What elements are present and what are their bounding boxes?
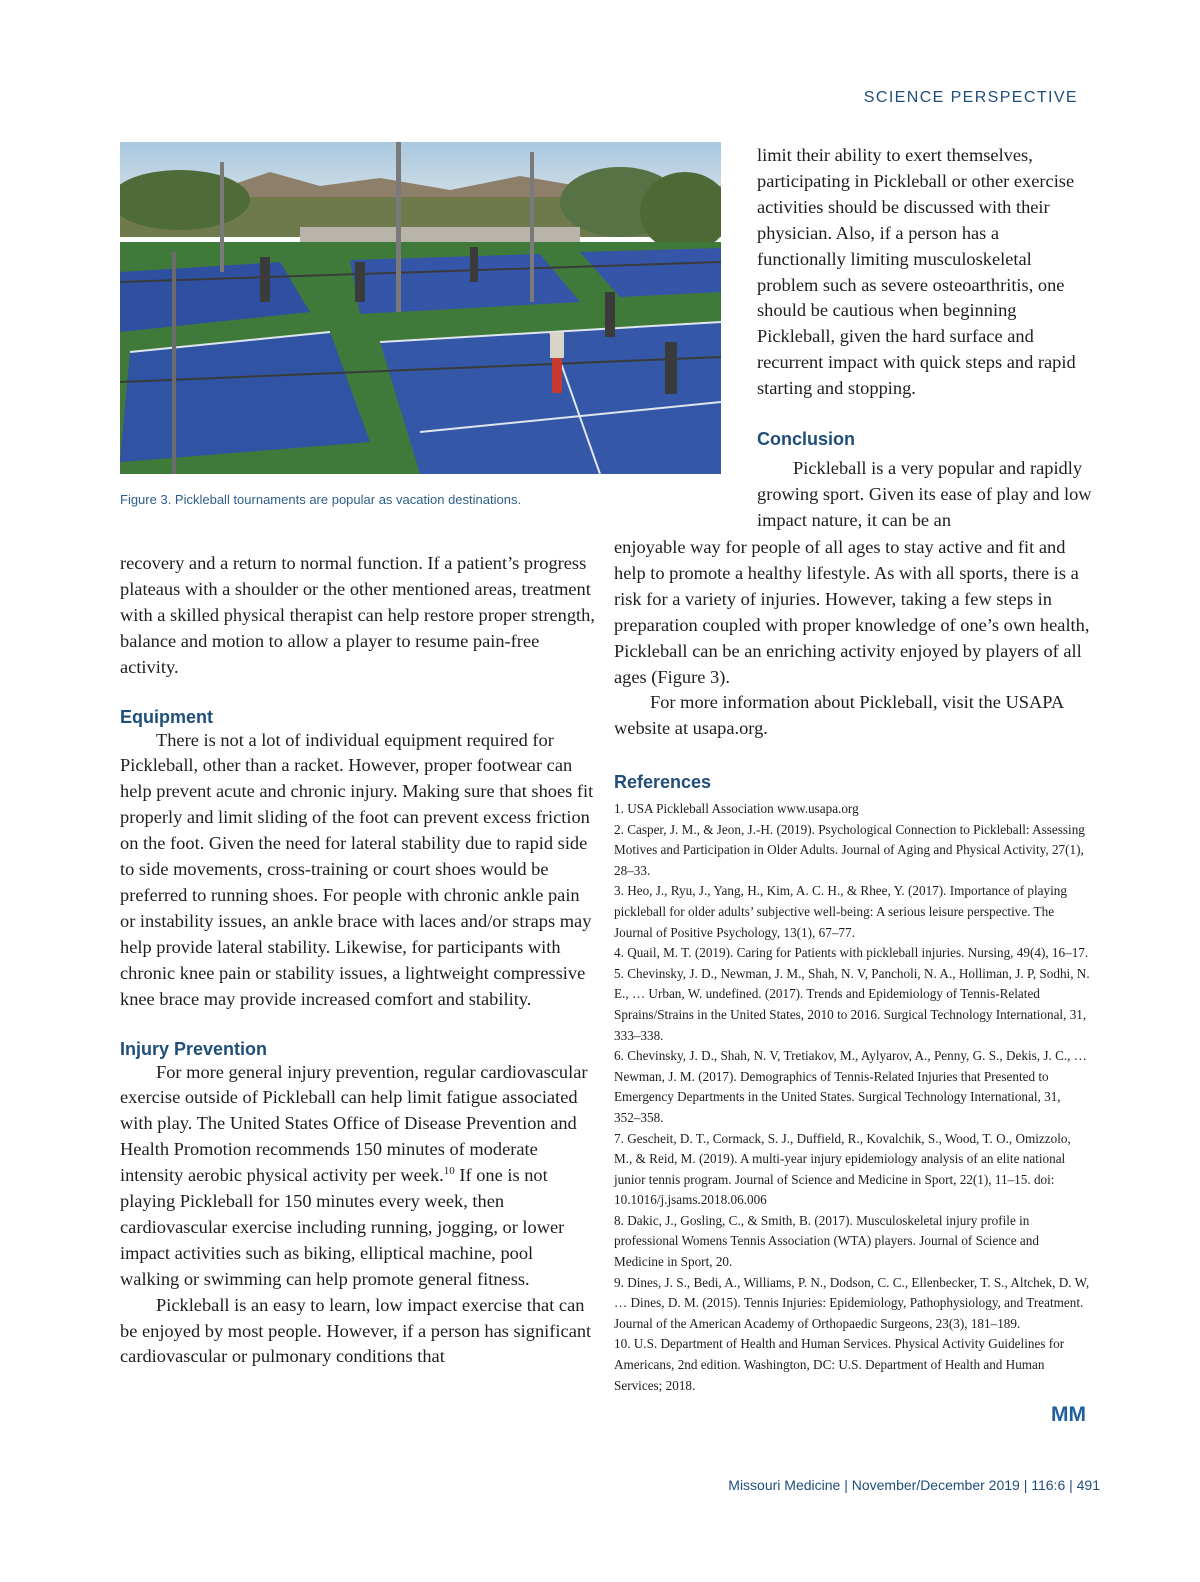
- injury-paragraph-start: For more general injury prevention, regular cardiovascular exercise outside of Pickleball can help limit fatigue associated with play. The United States Office of Disease Prevention and Health Promotion recommends 150 minutes of moderate intensity aerobic physical activity per week.: [120, 1061, 588, 1186]
- conclusion-heading: Conclusion: [757, 429, 855, 449]
- reference-item: 4. Quail, M. T. (2019). Caring for Patients with pickleball injuries. Nursing, 49(4), 16–17.: [614, 945, 1089, 961]
- references-heading: References: [614, 772, 712, 792]
- conclusion-continued: [614, 535, 1092, 742]
- citation-superscript: 10: [443, 1165, 455, 1177]
- easy-to-learn-paragraph: Pickleball is an easy to learn, low impact exercise that can be enjoyed by most people. However, if a person has significant cardiovascular or pulmonary conditions that: [120, 1294, 592, 1367]
- reference-item: 8. Dakic, J., Gosling, C., & Smith, B. (2017). Musculoskeletal injury profile in professional Womens Tennis Association (WTA) players. Journal of Science and Medicine in Sport, 20.: [614, 1212, 1039, 1270]
- reference-item: 5. Chevinsky, J. D., Newman, J. M., Shah, N. V, Pancholi, N. A., Holliman, J. P, Sodhi, N. E., … Urban, W. undefined. (2017). Trends and Epidemiology of Tennis-Related Sprains/Strains in the United States, 2010 to 2016. Surgical Technology International, 31, 333–338.: [614, 965, 1090, 1043]
- equipment-paragraph: There is not a lot of individual equipment required for Pickleball, other than a racket. However, proper footwear can help prevent acute and chronic injury. Making sure that shoes fit properly and limit sliding of the foot can prevent excess friction on the foot. Given the need for lateral stability due to rapid side to side movements, cross-training or court shoes would be preferred to running shoes. For people with chronic ankle pain or instability issues, an ankle brace with laces and/or straps may help provide lateral stability. Likewise, for participants with chronic knee pain or stability issues, a lightweight compressive knee brace may provide increased comfort and stability.: [120, 729, 594, 1009]
- reference-item: 9. Dines, J. S., Bedi, A., Williams, P. N., Dodson, C. C., Ellenbecker, T. S., Altchek, D. W, … Dines, D. M. (2015). Tennis Injuries: Epidemiology, Pathophysiology, and Treatment. Journal of the American Academy of Orthopaedic Surgeons, 23(3), 181–189.: [614, 1274, 1090, 1331]
- missouri-medicine-logo: MM: [1051, 1403, 1086, 1426]
- figure-caption: Figure 3. Pickleball tournaments are popular as vacation destinations.: [120, 492, 522, 507]
- injury-paragraph-end: If one is not playing Pickleball for 150 minutes every week, then cardiovascular exercise including running, jogging, or lower impact activities such as biking, elliptical machine, pool walking or swimming can help promote general fitness.: [120, 1165, 565, 1289]
- injury-prevention-paragraph: [120, 1060, 595, 1293]
- section-label: SCIENCE PERSPECTIVE: [863, 89, 1078, 106]
- conclusion-paragraph-rest: enjoyable way for people of all ages to stay active and fit and help to promote a healthy lifestyle. As with all sports, there is a risk for a variety of injuries. However, taking a few steps in preparation coupled with proper knowledge of one’s own health, Pickleball can be an enriching activity enjoyed by players of all ages (Figure 3).: [614, 537, 1090, 687]
- injury-prevention-heading: Injury Prevention: [120, 1038, 268, 1059]
- conclusion-float-text: [757, 456, 1092, 534]
- reference-item: 1. USA Pickleball Association www.usapa.org: [614, 801, 859, 816]
- reference-item: 7. Gescheit, D. T., Cormack, S. J., Duffield, R., Kovalchik, S., Wood, T. O., Omizzolo, M., & Reid, M. (2019). A multi-year injury epidemiology analysis of an elite national junior tennis program. Journal of Science and Medicine in Sport, 22(1), 11–15. doi: 10.1016/j.jsams.2018.06.006: [614, 1130, 1071, 1208]
- left-column: [120, 551, 595, 1370]
- reference-item: 3. Heo, J., Ryu, J., Yang, H., Kim, A. C. H., & Rhee, Y. (2017). Importance of playing pickleball for older adults’ subjective well-being: A serious leisure perspective. The Journal of Positive Psychology, 13(1), 67–77.: [614, 883, 1067, 940]
- more-info-paragraph: For more information about Pickleball, visit the USAPA website at usapa.org.: [614, 692, 1064, 739]
- reference-item: 10. U.S. Department of Health and Human Services. Physical Activity Guidelines for Americans, 2nd edition. Washington, DC: U.S. Department of Health and Human Services; 2018.: [614, 1336, 1065, 1393]
- reference-item: 6. Chevinsky, J. D., Shah, N. V, Tretiakov, M., Aylyarov, A., Penny, G. S., Dekis, J. C., … Newman, J. M. (2017). Demographics of Tennis-Related Injuries that Presented to Emergency Departments in the United States. Surgical Technology International, 31, 352–358.: [614, 1048, 1087, 1125]
- reference-item: 2. Casper, J. M., & Jeon, J.-H. (2019). Psychological Connection to Pickleball: Assessing Motives and Participation in Older Adults. Journal of Aging and Physical Activity, 27(1), 28–33.: [614, 821, 1085, 878]
- figure-photo: [120, 142, 721, 474]
- intro-paragraph: recovery and a return to normal function. If a patient’s progress plateaus with a shoulder or the other mentioned areas, treatment with a skilled physical therapist can help restore proper strength, balance and motion to allow a player to resume pain-free activity.: [120, 553, 595, 677]
- equipment-heading: Equipment: [120, 706, 213, 727]
- right-column-continuation: [757, 143, 1092, 402]
- conclusion-paragraph-start: Pickleball is a very popular and rapidly growing sport. Given its ease of play and low impact nature, it can be an: [757, 458, 1092, 530]
- page-footer: Missouri Medicine | November/December 2019 | 116:6 | 491: [728, 1477, 1100, 1493]
- continuation-paragraph: limit their ability to exert themselves, participating in Pickleball or other exercise activities should be discussed with their physician. Also, if a person has a functionally limiting musculoskeletal problem such as severe osteoarthritis, one should be cautious when beginning Pickleball, given the hard surface and recurrent impact with quick steps and rapid starting and stopping.: [757, 145, 1076, 399]
- reference-list: [614, 799, 1090, 1396]
- pickleball-courts-photo: [120, 142, 721, 474]
